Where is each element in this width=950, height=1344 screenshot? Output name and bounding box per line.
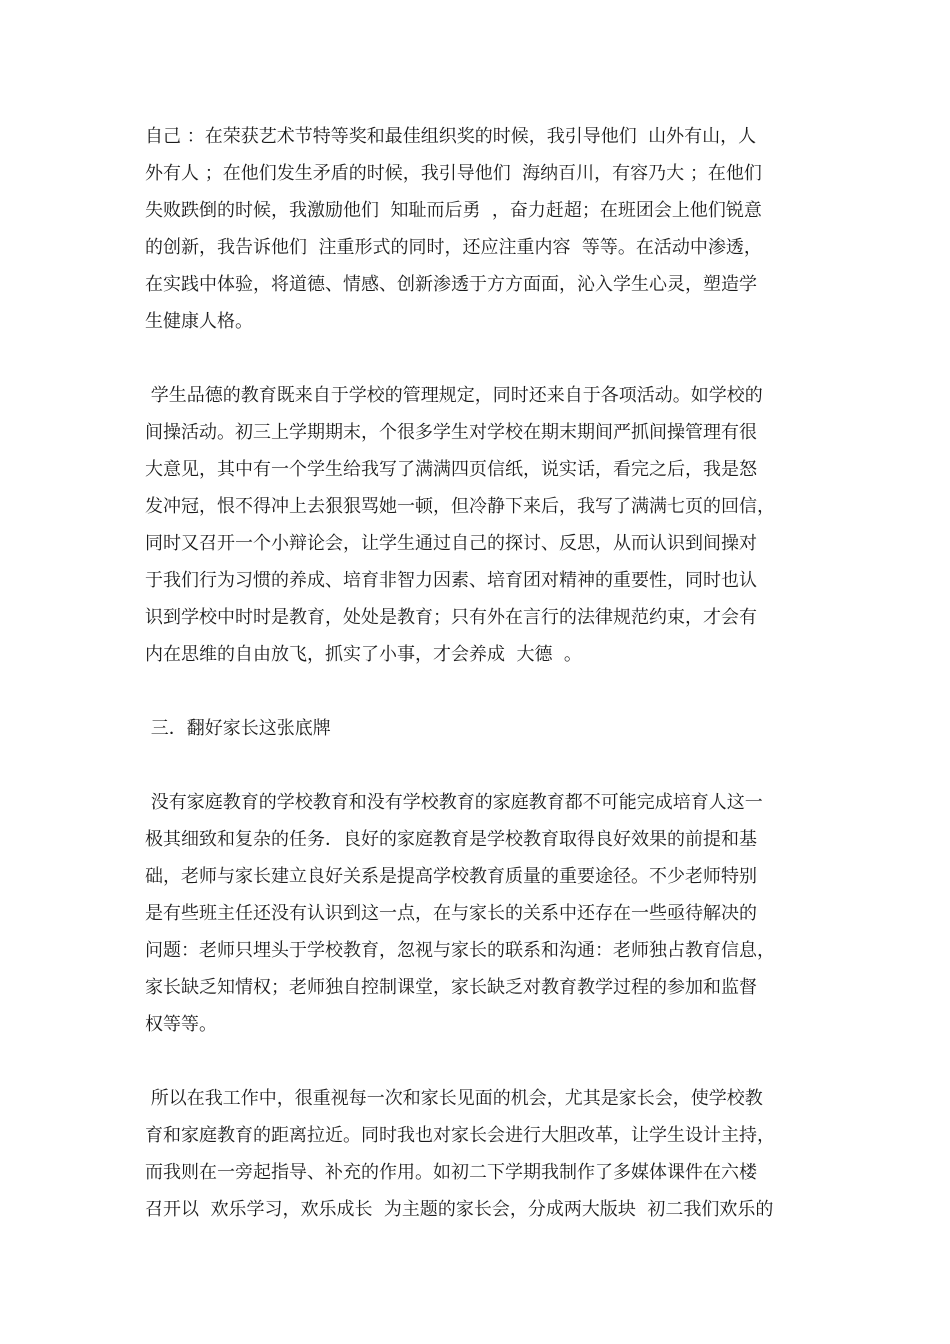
paragraph-spacer: [145, 340, 807, 377]
text-line: 外有人 ；在他们发生矛盾的时候，我引导他们 海纳百川，有容乃大 ；在他们: [145, 163, 762, 184]
paragraph-exercise-activity: [145, 377, 807, 673]
text-line: 所以在我工作中，很重视每一次和家长见面的机会，尤其是家长会，使学校教: [145, 1088, 763, 1109]
text-line: 的创新，我告诉他们 注重形式的同时，还应注重内容 等等。在活动中渗透，: [145, 237, 762, 258]
text-line: 失败跌倒的时候，我激励他们 知耻而后勇 ，奋力赶超；在班团会上他们锐意: [145, 200, 762, 221]
paragraph-spacer: [145, 1043, 807, 1080]
text-line: 大意见，其中有一个学生给我写了满满四页信纸，说实话，看完之后，我是怒: [145, 459, 757, 480]
text-line: 权等等。: [145, 1014, 217, 1035]
text-line: 于我们行为习惯的养成、培育非智力因素、培育团对精神的重要性，同时也认: [145, 570, 757, 591]
text-line: 而我则在一旁起指导、补充的作用。如初二下学期我制作了多媒体课件在六楼: [145, 1162, 757, 1183]
paragraph-spacer: [145, 673, 807, 710]
text-line: 在实践中体验，将道德、情感、创新渗透于方方面面，沁入学生心灵，塑造学: [145, 274, 757, 295]
text-line: 发冲冠，恨不得冲上去狠狠骂她一顿，但冷静下来后，我写了满满七页的回信，: [145, 496, 775, 517]
text-line: 础，老师与家长建立良好关系是提高学校教育质量的重要途径。不少老师特别: [145, 866, 757, 887]
text-line: 识到学校中时时是教育，处处是教育；只有外在言行的法律规范约束，才会有: [145, 607, 757, 628]
text-line: 极其细致和复杂的任务．良好的家庭教育是学校教育取得良好效果的前提和基: [145, 829, 757, 850]
text-line: 内在思维的自由放飞，抓实了小事，才会养成 大德 。: [145, 644, 582, 665]
text-line: 没有家庭教育的学校教育和没有学校教育的家庭教育都不可能完成培育人这一: [145, 792, 763, 813]
paragraph-family-education: [145, 784, 807, 1043]
text-line: 同时又召开一个小辩论会，让学生通过自己的探讨、反思，从而认识到间操对: [145, 533, 757, 554]
paragraph-spacer: [145, 747, 807, 784]
text-line: 学生品德的教育既来自于学校的管理规定，同时还来自于各项活动。如学校的: [145, 385, 763, 406]
text-line: 生健康人格。: [145, 311, 253, 332]
text-line: 是有些班主任还没有认识到这一点，在与家长的关系中还存在一些亟待解决的: [145, 903, 757, 924]
paragraph-character-education: [145, 118, 807, 340]
text-line: 育和家庭教育的距离拉近。同时我也对家长会进行大胆改革，让学生设计主持，: [145, 1125, 775, 1146]
paragraph-parent-meeting: [145, 1080, 807, 1228]
text-line: 家长缺乏知情权；老师独自控制课堂，家长缺乏对教育教学过程的参加和监督: [145, 977, 757, 998]
text-line: 召开以 欢乐学习，欢乐成长 为主题的家长会，分成两大版块 初二我们欢乐的: [145, 1199, 774, 1220]
section-heading: 三．翻好家长这张底牌: [145, 718, 331, 739]
text-line: 自己 ：在荣获艺术节特等奖和最佳组织奖的时候，我引导他们 山外有山，人: [145, 126, 757, 147]
text-line: 问题：老师只埋头于学校教育，忽视与家长的联系和沟通：老师独占教育信息，: [145, 940, 775, 961]
text-line: 间操活动。初三上学期期末，个很多学生对学校在期末期间严抓间操管理有很: [145, 422, 757, 443]
document-body: [145, 118, 807, 1228]
